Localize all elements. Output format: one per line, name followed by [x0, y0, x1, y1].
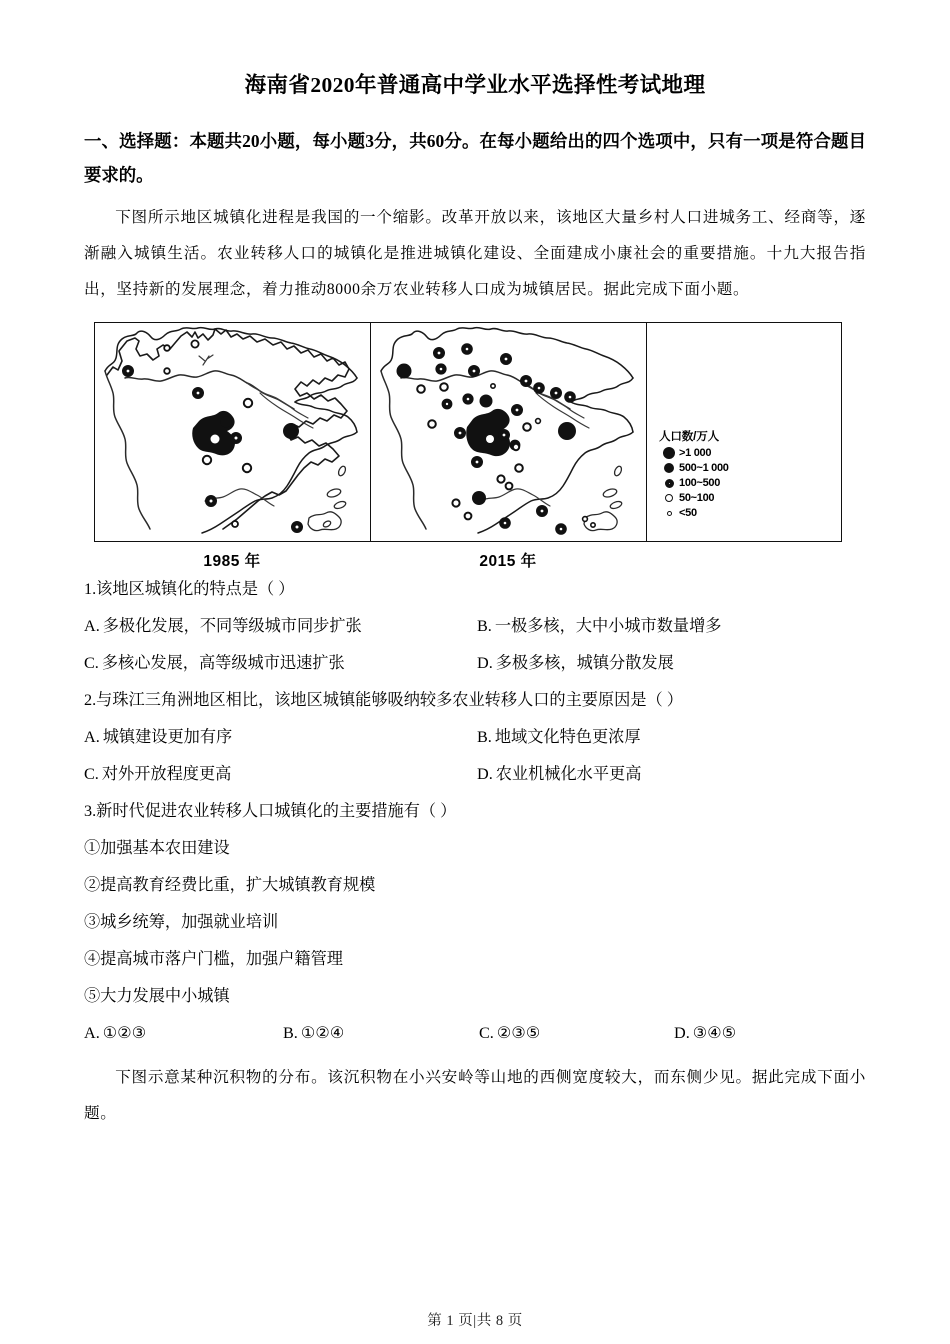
small-open-circle-icon	[659, 511, 679, 516]
question-2-options-row-2	[84, 756, 866, 793]
option-tag: B.	[477, 727, 492, 746]
option-tag: C.	[84, 653, 99, 672]
option-tag: D.	[477, 764, 493, 783]
question-1-options-row-2	[84, 645, 866, 682]
question-3-option-d[interactable]	[674, 1015, 736, 1052]
question-3-option-a[interactable]	[84, 1015, 146, 1052]
question-3-sub-item-1: ①加强基本农田建设	[84, 838, 230, 857]
question-2-number: 2.	[84, 690, 97, 709]
question-2-option-c[interactable]	[84, 756, 231, 793]
city-dots-2015	[397, 344, 596, 534]
filled-circle-icon	[659, 463, 679, 473]
option-text: 多极多核，城镇分散发展	[495, 653, 674, 672]
legend-entry-label: >1 000	[679, 447, 712, 460]
option-text: ①②④	[300, 1023, 345, 1042]
question-2-stem	[84, 682, 866, 719]
map-panel-1985	[95, 323, 371, 541]
question-3-sub-item-4: ④提高城市落户门槛，加强户籍管理	[84, 949, 343, 968]
legend-entry	[659, 476, 774, 491]
question-2-options-row-1	[84, 719, 866, 756]
figure-1	[94, 322, 842, 542]
question-1-option-d[interactable]	[477, 645, 674, 682]
question-1-stem	[84, 571, 866, 608]
question-3-options-row	[84, 1015, 866, 1052]
map-1985-graphic	[95, 323, 371, 540]
question-3-option-b[interactable]	[283, 1015, 344, 1052]
option-tag: B.	[477, 616, 492, 635]
option-text: 一极多核，大中小城市数量增多	[494, 616, 722, 635]
open-circle-icon	[659, 494, 679, 502]
question-2-text: 与珠江三角洲地区相比，该地区城镇能够吸纳较多农业转移人口的主要原因是（ ）	[96, 690, 683, 709]
page-title: 海南省2020年普通高中学业水平选择性考试地理	[244, 73, 706, 97]
legend-entry	[659, 446, 774, 461]
question-2-option-b[interactable]	[477, 719, 641, 756]
question-3-option-c[interactable]	[479, 1015, 540, 1052]
figure-1-box	[94, 322, 842, 542]
option-text: 农业机械化水平更高	[495, 764, 642, 783]
option-text: ①②③	[102, 1023, 147, 1042]
legend-entry-label: 50~100	[679, 492, 715, 505]
legend-entry-label: <50	[679, 507, 697, 520]
question-1-options-row-1	[84, 608, 866, 645]
passage-1-text: 下图所示地区城镇化进程是我国的一个缩影。改革开放以来，该地区大量乡村人口进城务工、经商等，逐渐融入城镇生活。农业转移人口的城镇化是推进城镇化建设、全面建成小康社会的重要措施。十九大报告指出，坚持新的发展理念，着力推动8000余万农业转移人口成为城镇居民。据此完成下面小题。	[84, 208, 866, 298]
question-1-option-b[interactable]	[477, 608, 721, 645]
option-tag: B.	[283, 1023, 298, 1042]
option-tag: C.	[479, 1023, 494, 1042]
question-1-text: 该地区城镇化的特点是（ ）	[96, 579, 295, 598]
option-tag: C.	[84, 764, 99, 783]
page-content	[84, 0, 866, 1132]
option-text: 多核心发展，高等级城市迅速扩张	[101, 653, 345, 672]
option-tag: A.	[84, 1023, 100, 1042]
figure-1-legend	[647, 323, 841, 541]
ringed-circle-icon	[659, 479, 679, 488]
page-footer: 第 1 页|共 8 页	[427, 1313, 523, 1329]
legend-title: 人口数/万人	[659, 429, 719, 443]
map-panel-2015	[371, 323, 647, 541]
legend-entry-label: 500~1 000	[679, 462, 729, 475]
legend-entry	[659, 491, 774, 506]
option-text: 对外开放程度更高	[101, 764, 232, 783]
question-3-sub-item-2: ②提高教育经费比重，扩大城镇教育规模	[84, 875, 376, 894]
option-text: 城镇建设更加有序	[102, 727, 233, 746]
filled-large-circle-icon	[659, 447, 679, 459]
question-3-number: 3.	[84, 801, 97, 820]
legend-entry	[659, 461, 774, 476]
question-2-option-d[interactable]	[477, 756, 641, 793]
question-3-text: 新时代促进农业转移人口城镇化的主要措施有（ ）	[96, 801, 457, 820]
option-tag: D.	[477, 653, 493, 672]
option-tag: A.	[84, 616, 100, 635]
legend-entry	[659, 506, 774, 521]
option-text: 多极化发展，不同等级城市同步扩张	[102, 616, 362, 635]
option-tag: D.	[674, 1023, 690, 1042]
option-text: 地域文化特色更浓厚	[494, 727, 641, 746]
option-tag: A.	[84, 727, 100, 746]
question-1-option-c[interactable]	[84, 645, 345, 682]
figure-1-captions	[94, 549, 842, 571]
question-1-number: 1.	[84, 579, 97, 598]
question-2-option-a[interactable]	[84, 719, 232, 756]
option-text: ③④⑤	[692, 1023, 737, 1042]
question-3-sub-item-3: ③城乡统筹，加强就业培训	[84, 912, 279, 931]
question-1-option-a[interactable]	[84, 608, 362, 645]
legend-entry-label: 100~500	[679, 477, 721, 490]
option-text: ②③⑤	[496, 1023, 541, 1042]
question-3-sub-item-5: ⑤大力发展中小城镇	[84, 986, 230, 1005]
passage-2-text: 下图示意某种沉积物的分布。该沉积物在小兴安岭等山地的西侧宽度较大，而东侧少见。据此完成下面小题。	[84, 1068, 866, 1122]
panel-caption-2015: 2015 年	[479, 552, 537, 570]
map-2015-graphic	[371, 323, 647, 540]
section-heading: 一、选择题：本题共20小题，每小题3分，共60分。在每小题给出的四个选项中，只有一项是符合题目要求的。	[84, 130, 866, 185]
panel-caption-1985: 1985 年	[203, 552, 261, 570]
question-3-stem	[84, 793, 866, 830]
